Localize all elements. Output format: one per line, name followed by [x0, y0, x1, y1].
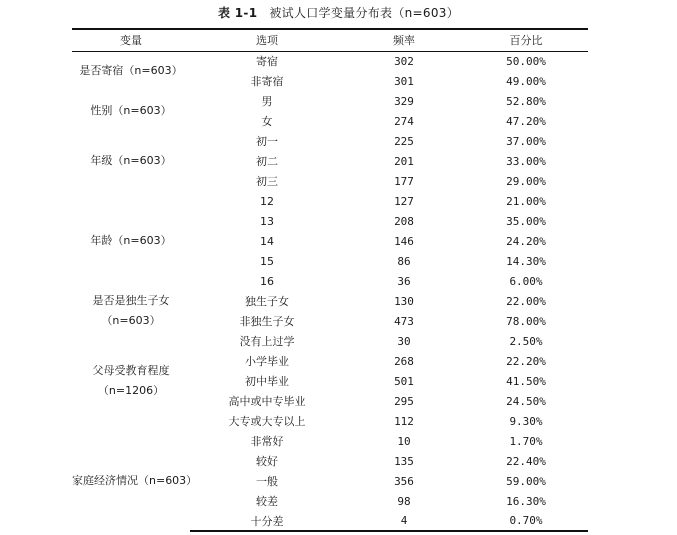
option-cell: 小学毕业: [245, 355, 289, 368]
option-cell: 14: [260, 234, 274, 248]
frequency-cell: 135: [394, 454, 414, 468]
frequency-cell: 356: [394, 474, 414, 488]
variable-name-line: （n=1206）: [97, 384, 165, 397]
frequency-cell: 302: [394, 54, 414, 68]
variable-name-line: 是否寄宿（n=603）: [79, 64, 183, 78]
frequency-cell: 30: [397, 334, 411, 348]
frequency-cell: 98: [397, 494, 411, 508]
percent-cell: 50.00%: [506, 54, 546, 68]
percent-cell: 78.00%: [506, 314, 546, 328]
option-cell: 初一: [256, 135, 278, 148]
frequency-cell: 177: [394, 174, 414, 188]
frequency-cell: 208: [394, 214, 414, 228]
percent-cell: 1.70%: [509, 434, 543, 448]
variable-name-line: （n=603）: [101, 314, 161, 327]
percent-cell: 37.00%: [506, 134, 546, 148]
option-cell: 初三: [256, 175, 278, 188]
header-row: [72, 29, 588, 51]
option-cell: 大专或大专以上: [228, 415, 306, 428]
table-row: [72, 331, 588, 351]
table-row: [72, 91, 588, 111]
option-cell: 没有上过学: [239, 335, 295, 348]
option-cell: 一般: [256, 475, 278, 488]
percent-cell: 24.50%: [506, 394, 546, 408]
header-percent: 百分比: [464, 29, 588, 51]
option-cell: 较差: [256, 495, 278, 508]
table-number: 表 1-1: [217, 6, 258, 20]
variable-cell: [72, 191, 190, 291]
table-row: [72, 291, 588, 311]
option-cell: 高中或中专毕业: [228, 395, 306, 408]
percent-cell: 21.00%: [506, 194, 546, 208]
percent-cell: 22.00%: [506, 294, 546, 308]
frequency-cell: 329: [394, 94, 414, 108]
percent-cell: 24.20%: [506, 234, 546, 248]
option-cell: 13: [260, 214, 274, 228]
percent-cell: 33.00%: [506, 154, 546, 168]
frequency-cell: 10: [397, 434, 411, 448]
option-cell: 16: [260, 274, 274, 288]
option-cell: 十分差: [190, 511, 344, 531]
percent-cell: 0.70%: [464, 511, 588, 531]
variable-name-line: 家庭经济情况（n=603）: [72, 474, 198, 487]
option-cell: 男: [261, 95, 273, 108]
frequency-cell: 146: [394, 234, 414, 248]
option-cell: 初中毕业: [245, 375, 289, 388]
variable-name-line: 年龄（n=603）: [90, 234, 172, 247]
option-cell: 15: [260, 254, 274, 268]
variable-name-line: 是否是独生子女: [92, 294, 170, 307]
variable-cell: [72, 291, 190, 331]
variable-name-line: 性别（n=603）: [90, 104, 172, 117]
option-cell: 女: [261, 115, 273, 128]
table-caption: [0, 4, 677, 22]
percent-cell: 2.50%: [509, 334, 543, 348]
table-row: [72, 51, 588, 71]
option-cell: 非常好: [250, 435, 284, 448]
table-row: [72, 191, 588, 211]
percent-cell: 14.30%: [506, 254, 546, 268]
header-frequency: 频率: [344, 29, 464, 51]
frequency-cell: 268: [394, 354, 414, 368]
frequency-cell: 225: [394, 134, 414, 148]
percent-cell: 16.30%: [506, 494, 546, 508]
table-title: 被试人口学变量分布表（n=603）: [269, 6, 460, 20]
table-header: [72, 29, 588, 51]
percent-cell: 29.00%: [506, 174, 546, 188]
variable-cell: [72, 431, 198, 531]
percent-cell: 35.00%: [506, 214, 546, 228]
frequency-cell: 295: [394, 394, 414, 408]
option-cell: 较好: [256, 455, 278, 468]
percent-cell: 59.00%: [506, 474, 546, 488]
frequency-cell: 36: [397, 274, 411, 288]
option-cell: 独生子女: [245, 295, 289, 308]
demographics-table: [72, 28, 588, 532]
percent-cell: 9.30%: [509, 414, 543, 428]
option-cell: 非独生子女: [239, 315, 295, 328]
frequency-cell: 86: [397, 254, 411, 268]
frequency-cell: 473: [394, 314, 414, 328]
table-row: [72, 431, 588, 451]
table-body: [72, 51, 588, 531]
variable-cell: [72, 91, 190, 131]
option-cell: 非寄宿: [250, 75, 284, 88]
variable-name-line: 年级（n=603）: [90, 154, 172, 167]
variable-cell: [72, 51, 190, 91]
option-cell: 初二: [256, 155, 278, 168]
frequency-cell: 130: [394, 294, 414, 308]
frequency-cell: 301: [394, 74, 414, 88]
percent-cell: 41.50%: [506, 374, 546, 388]
table-row: [72, 131, 588, 151]
frequency-cell: 501: [394, 374, 414, 388]
percent-cell: 6.00%: [509, 274, 543, 288]
percent-cell: 47.20%: [506, 114, 546, 128]
variable-cell: [72, 331, 190, 431]
variable-cell: [72, 131, 190, 191]
percent-cell: 52.80%: [506, 94, 546, 108]
frequency-cell: 274: [394, 114, 414, 128]
percent-cell: 49.00%: [506, 74, 546, 88]
option-cell: 12: [260, 194, 274, 208]
percent-cell: 22.40%: [506, 454, 546, 468]
header-variable: 变量: [72, 29, 190, 51]
variable-name-line: 父母受教育程度: [92, 364, 170, 377]
frequency-cell: 4: [344, 511, 464, 531]
header-option: 选项: [190, 29, 344, 51]
frequency-cell: 127: [394, 194, 414, 208]
frequency-cell: 201: [394, 154, 414, 168]
frequency-cell: 112: [394, 414, 414, 428]
percent-cell: 22.20%: [506, 354, 546, 368]
option-cell: 寄宿: [256, 55, 278, 69]
